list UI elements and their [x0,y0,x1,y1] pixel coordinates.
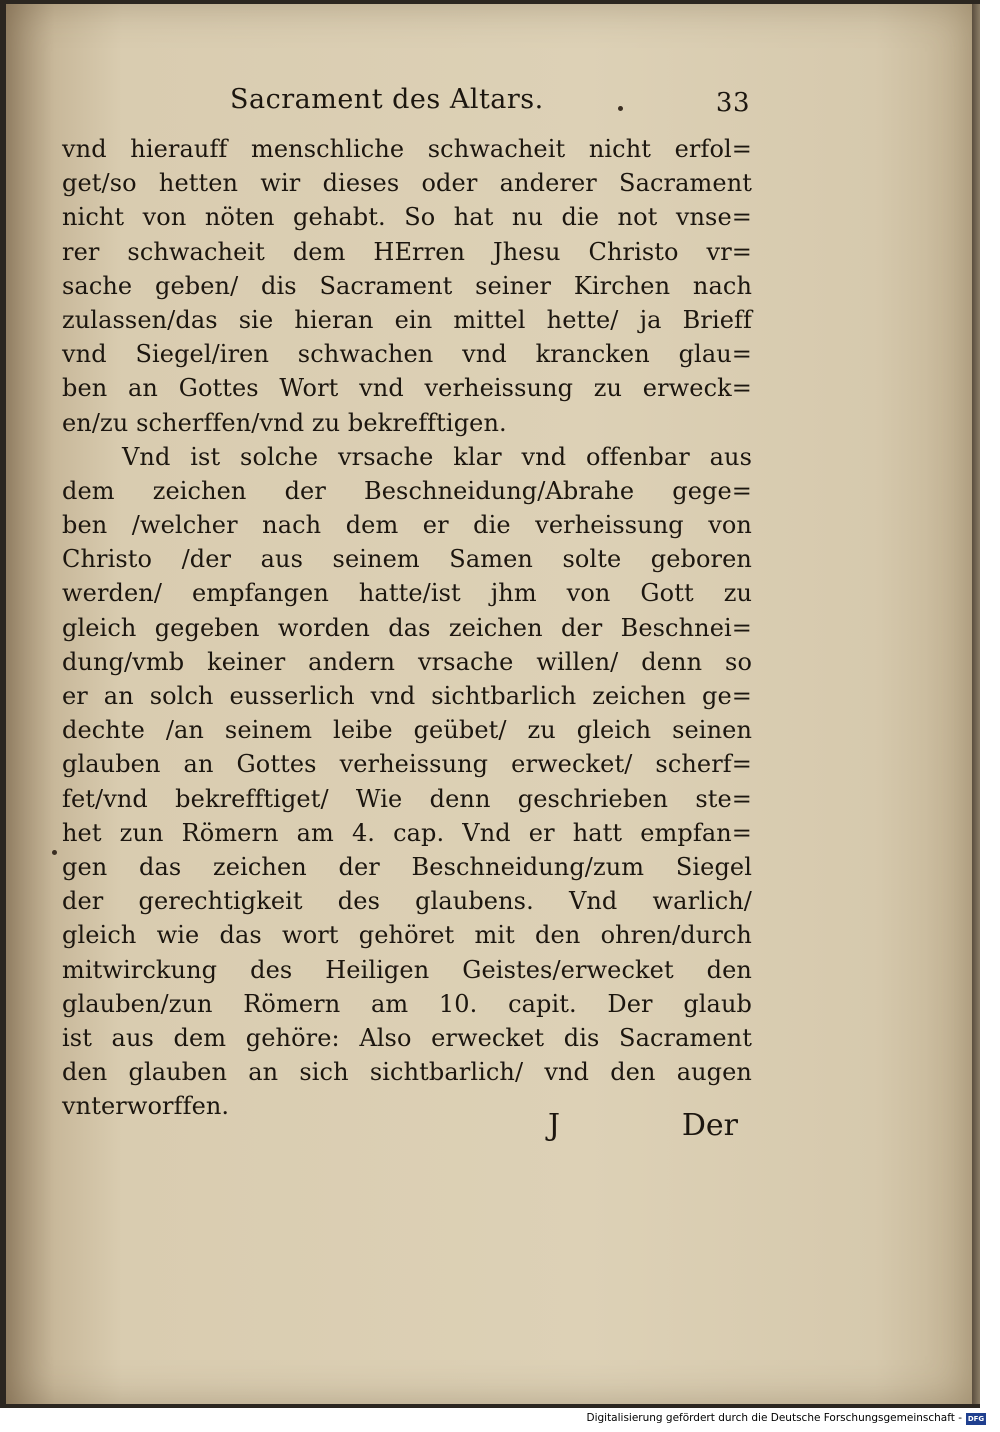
catchword: Der [681,1108,738,1143]
text-line: sache geben/ dis Sacrament seiner Kirchen nach [62,271,752,300]
text-line: vnterworffen. [62,1092,230,1121]
text-line: vnd hierauff menschliche schwacheit nicht erfol= [62,135,752,163]
page-foot [548,1108,738,1148]
text-line: dem zeichen der Beschneidung/Abrahe gege= [62,476,752,505]
text-line: er an solch eusserlich vnd sichtbarlich zeichen ge= [62,682,752,710]
text-line: Christo /der aus seinem Samen solte geboren [62,545,752,574]
text-line: vnd Siegel/iren schwachen vnd krancken glau= [62,340,752,369]
text-line: dechte /an seinem leibe geübet/ zu gleich seinen [62,716,752,745]
dfg-logo: DFG [967,1415,985,1423]
text-line: den glauben an sich sichtbarlich/ vnd den augen [62,1058,752,1087]
page-number: 33 [715,88,750,118]
text-line: rer schwacheit dem HErren Jhesu Christo vr= [62,237,752,266]
text-line: fet/vnd bekrefftiget/ Wie denn geschrieben ste= [62,784,752,813]
text-line: gleich gegeben worden das zeichen der Beschnei= [62,613,752,642]
paper-speck [52,850,57,855]
digitization-footer [0,1408,1000,1432]
text-line: Vnd ist solche vrsache klar vnd offenbar aus [122,442,752,471]
page-edge [972,4,980,1404]
text-line: glauben an Gottes verheissung erwecket/ scherf= [62,750,752,779]
text-line: en/zu scherffen/vnd zu bekrefftigen. [62,408,507,437]
page-header [230,84,750,124]
text-line: nicht von nöten gehabt. So hat nu die not vnse= [62,203,752,232]
funding-credit: Digitalisierung gefördert durch die Deutsche Forschungsgemeinschaft - [586,1412,962,1424]
signature-mark: J [548,1108,561,1143]
text-line: ben /welcher nach dem er die verheissung von [62,511,752,540]
text-line: get/so hetten wir dieses oder anderer Sacrament [62,169,752,198]
scan-margin-strip [980,0,1000,1408]
text-line: zulassen/das sie hieran ein mittel hette/ ja Brieff [62,305,752,334]
body-text [62,132,752,1123]
text-line: glauben/zun Römern am 10. capit. Der glaub [62,989,752,1018]
text-line: der gerechtigkeit des glaubens. Vnd warlich/ [62,887,752,916]
text-line: dung/vmb keiner andern vrsache willen/ denn so [62,647,752,676]
text-line: gleich wie das wort gehöret mit den ohren/durch [62,921,752,950]
text-line: ist aus dem gehöre: Also erwecket dis Sacrament [62,1023,752,1052]
text-line: gen das zeichen der Beschneidung/zum Siegel [62,852,752,881]
text-line: werden/ empfangen hatte/ist jhm von Gott zu [62,579,752,608]
text-line: mitwirckung des Heiligen Geistes/erwecket den [62,955,752,984]
text-line: ben an Gottes Wort vnd verheissung zu erweck= [62,374,752,403]
running-title: Sacrament des Altars. [230,84,544,115]
text-line: het zun Römern am 4. cap. Vnd er hatt empfan= [62,818,752,847]
